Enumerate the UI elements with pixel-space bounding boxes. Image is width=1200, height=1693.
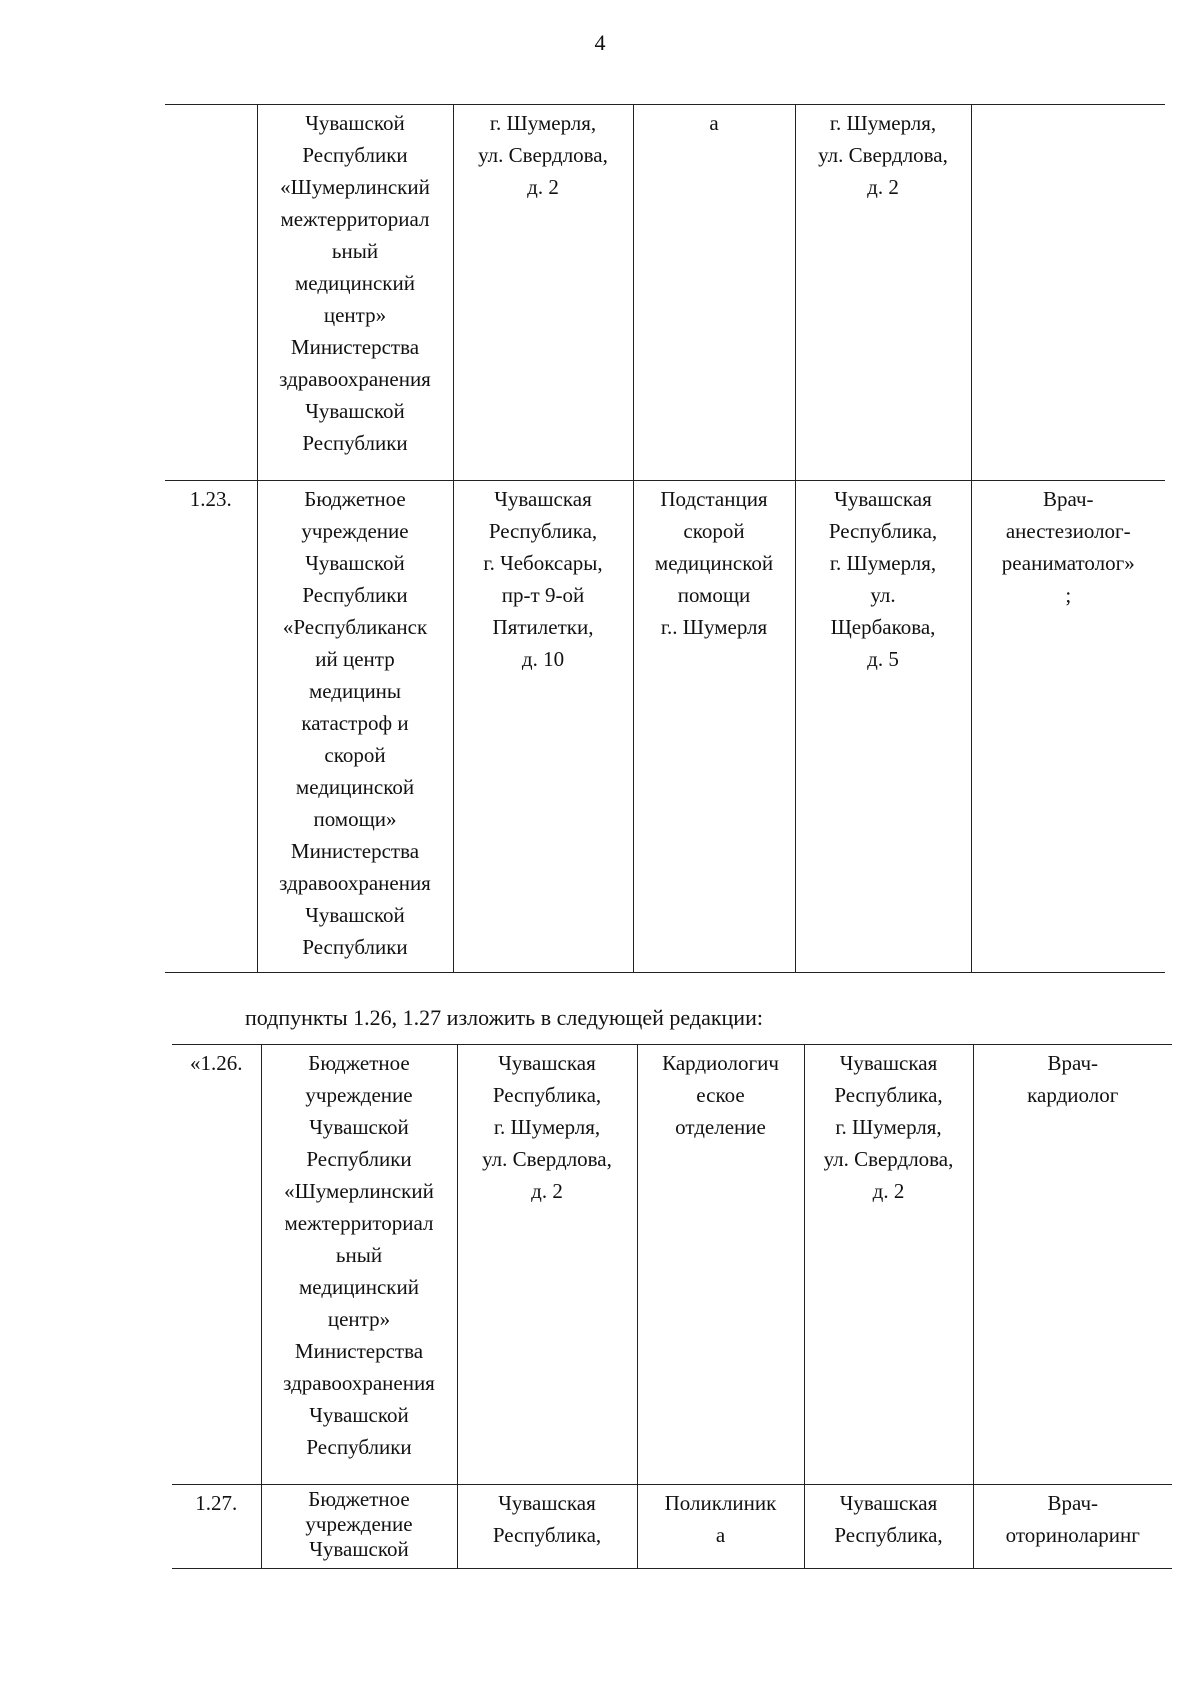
table-continuation (165, 104, 1165, 973)
row-number: 1.23. (189, 487, 232, 511)
position-name: Врач- оториноларинг (973, 1485, 1172, 1569)
table-amendment (172, 1044, 1172, 1569)
row-number (165, 105, 257, 481)
position-name (971, 105, 1165, 481)
unit-name: Поликлиник а (637, 1485, 804, 1569)
unit-address: Чувашская Республика, г. Шумерля, ул. Щербакова, д. 5 (795, 481, 971, 973)
table-row (172, 1485, 1172, 1569)
position-name: Врач- анестезиолог- реаниматолог» ; (971, 481, 1165, 973)
organization-address: Чувашская Республика, г. Шумерля, ул. Свердлова, д. 2 (457, 1045, 637, 1485)
organization-address: г. Шумерля, ул. Свердлова, д. 2 (453, 105, 633, 481)
amendment-intro: подпункты 1.26, 1.27 изложить в следующей редакции: (245, 1005, 763, 1030)
organization-address: Чувашская Республика, (457, 1485, 637, 1569)
unit-address: Чувашская Республика, (804, 1485, 973, 1569)
organization-name: Бюджетное учреждение Чувашской Республики «Республиканск ий центр медицины катастроф и скорой медицинской помощи» Министерства здравоохранения Чувашской Республики (257, 481, 453, 973)
table-row (172, 1045, 1172, 1485)
table-row (165, 105, 1165, 481)
unit-name: Подстанция скорой медицинской помощи г.. Шумерля (633, 481, 795, 973)
unit-address: г. Шумерля, ул. Свердлова, д. 2 (795, 105, 971, 481)
organization-name: Бюджетное учреждение Чувашской Республики «Шумерлинский межтерриториал ьный медицинский центр» Министерства здравоохранения Чувашской Республики (261, 1045, 457, 1485)
unit-address: Чувашская Республика, г. Шумерля, ул. Свердлова, д. 2 (804, 1045, 973, 1485)
page-number: 4 (594, 30, 606, 55)
organization-address: Чувашская Республика, г. Чебоксары, пр-т 9-ой Пятилетки, д. 10 (453, 481, 633, 973)
position-name: Врач- кардиолог (973, 1045, 1172, 1485)
row-number: «1.26. (190, 1051, 243, 1075)
table-row (165, 481, 1165, 973)
organization-name: Чувашской Республики «Шумерлинский межтерриториал ьный медицинский центр» Министерства здравоохранения Чувашской Республики (257, 105, 453, 481)
row-number: 1.27. (195, 1491, 238, 1515)
unit-name: а (633, 105, 795, 481)
unit-name: Кардиологич еское отделение (637, 1045, 804, 1485)
organization-name: Бюджетное учреждение Чувашской (261, 1485, 457, 1569)
